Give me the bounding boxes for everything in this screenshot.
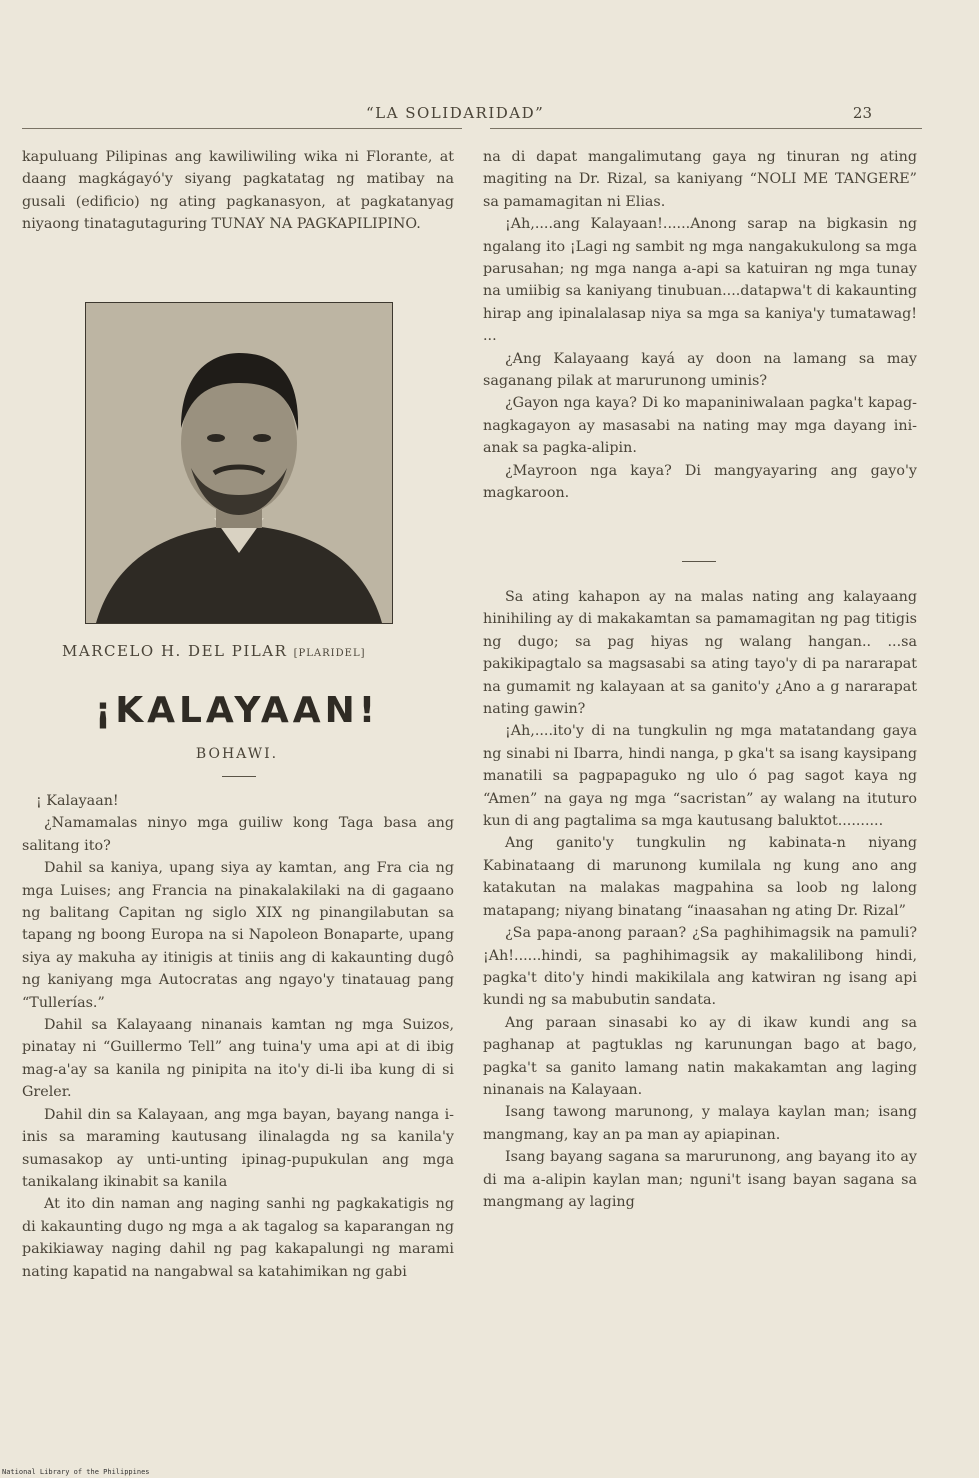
section-divider [682,561,716,562]
article-paragraph: ¿Sa papa-anong paraan? ¿Sa paghihimagsik na pamuli? ¡Ah!......hindi, sa paghihimagsik ay makalilibong hindi, pagka't dito'y hindi makikilala ang katwiran ng isang api kundi ng sa mabubutin sandata. [483,925,917,1009]
footer-credit: National Library of the Philippines [2,1468,150,1476]
left-column-intro [22,146,454,236]
portrait-photo [85,302,393,624]
intro-paragraph: kapuluang Pilipinas ang kawiliwiling wika ni Florante, at daang magkágayó'y siyang pagkatatag ng matibay na gusali (edificio) ng ating pagkanasyon, at pagkatanyag niyaong tinatagutaguring TUNAY NA PAGKAPILIPINO. [22,149,454,233]
header-rule-left [22,128,462,129]
article-paragraph: ¿Ang Kalayaang kayá ay doon na lamang sa may saganang pilak at marurunong uminis? [483,350,917,390]
caption-name: MARCELO H. DEL PILAR [62,642,288,660]
article-paragraph: ¿Namamalas ninyo mga guiliw kong Taga basa ang salitang ito? [22,815,454,854]
caption-pseudonym: [PLARIDEL] [293,648,366,659]
right-column-bottom [483,586,917,1213]
page-number: 23 [852,104,872,122]
portrait-caption [62,642,442,660]
article-paragraph: Ang ganito'y tungkulin ng kabinata-n niyang Kabinataang di marunong kumilala ng kung ano ang katakutan na malakas magpahina sa loob ng lalong matapang; niyang binatang “inaasahan ng ating Dr. Rizal” [483,835,917,919]
article-paragraph: At ito din naman ang naging sanhi ng pagkakatigis ng di kakaunting dugo ng mga a ak tagalog sa kaparangan ng pakikiaway naging dahil ng pag kakapalungi ng marami nating kapatid na nangabwal sa katahimikan ng gabi [22,1196,454,1280]
header-rule-right [490,128,922,129]
article-body-left [22,790,454,1283]
article-paragraph: ¿Gayon nga kaya? Di ko mapaniniwalaan pagka't kapag-nagkagayon ay masasabi na nating may mga dayang ini-anak sa pagka-alipin. [483,395,917,457]
page-header [22,100,922,130]
article-paragraph: Sa ating kahapon ay na malas nating ang kalayaang hinihiling ay di makakamtan sa pamamagitan ng pag titigis ng dugo; sa pag hiyas ng walang hangan.. ...sa pakikipagtalo sa magsasabi sa ating tayo'y di pa nararapat na gumamit ng kalayaan at sa ganito'y ¿Ano a g nararapat nating gawin? [483,589,917,718]
article-paragraph: Dahil din sa Kalayaan, ang mga bayan, bayang nanga i-inis sa maraming kautusang ilinalagda ng sa kanila'y sumasakop ay unti-unting ipinag-pupukulan ang mga tanikalang ikinabit sa kanila [22,1106,454,1190]
article-paragraph: ¡Ah,....ang Kalayaan!......Anong sarap na bigkasin ng ngalang ito ¡Lagi ng sambit ng mga nangakukulong sa mga parusahan; ng mga nanga a-api sa katuiran ng mga tunay na umiibig sa kaniyang tinubuan....datapwa't di kakaunting hirap ang ipinalalasap niya sa mga sa kaniya'y tumatawag! ... [483,216,917,345]
byline-rule [222,776,256,777]
portrait-illustration [86,303,392,623]
article-paragraph: Isang tawong marunong, y malaya kaylan man; isang mangmang, kay an pa man ay apiapinan. [483,1104,917,1143]
article-paragraph: ¡ Kalayaan! [36,793,119,809]
article-paragraph: Dahil sa kaniya, upang siya ay kamtan, ang Fra cia ng mga Luises; ang Francia na pinakalakilaki na di gagaano ng balitang Capitan ng siglo XIX ng pinangilabutan sa tapang ng boong Europa na si Napoleon Bonaparte, upang siya ay makuha ay itinigis at tiniis ang di kakaunting dugô ng kaniyang mga Autocratas ang ngayo'y tinatauag pang “Tullerías.” [22,860,454,1011]
running-title: “LA SOLIDARIDAD” [366,104,545,122]
article-paragraph: Isang bayang sagana sa marurunong, ang bayang ito ay di ma a-alipin kaylan man; nguni't isang bayan sagana sa mangmang ay laging [483,1149,917,1210]
right-column-top [483,146,917,505]
article-paragraph: na di dapat mangalimutang gaya ng tinuran ng ating magiting na Dr. Rizal, sa kaniyang “NOLI ME TANGERE” sa pamamagitan ni Elias. [483,149,917,210]
byline: BOHAWI. [195,746,279,762]
article-paragraph: ¡Ah,....ito'y di na tungkulin ng mga matatandang gaya ng sinabi ni Ibarra, hindi nanga, p gka't sa isang kaysipang manatili sa pagpapaguko ng ulo ó pag sagot kaya ng “Amen” na gaya ng mga “sacristan” ay walang na ituturo kun di ang pagtalima sa mga kautusang baluktot.......... [483,723,917,830]
article-paragraph: Dahil sa Kalayaang ninanais kamtan ng mga Suizos, pinatay ni “Guillermo Tell” ang tuina'y uma api at di ibig mag-a'ay sa kanila ng pinipita na ito'y di-li iba kung di si Greler. [22,1017,454,1101]
article-title: ¡KALAYAAN! [94,690,380,731]
article-paragraph: Ang paraan sinasabi ko ay di ikaw kundi ang sa paghanap at pagtuklas ng karunungan bago at bago, pagka't sa ganito lamang natin makakamtan ang laging ninanais na Kalayaan. [483,1014,917,1098]
article-paragraph: ¿Mayroon nga kaya? Di mangyayaring ang gayo'y magkaroon. [483,462,917,502]
